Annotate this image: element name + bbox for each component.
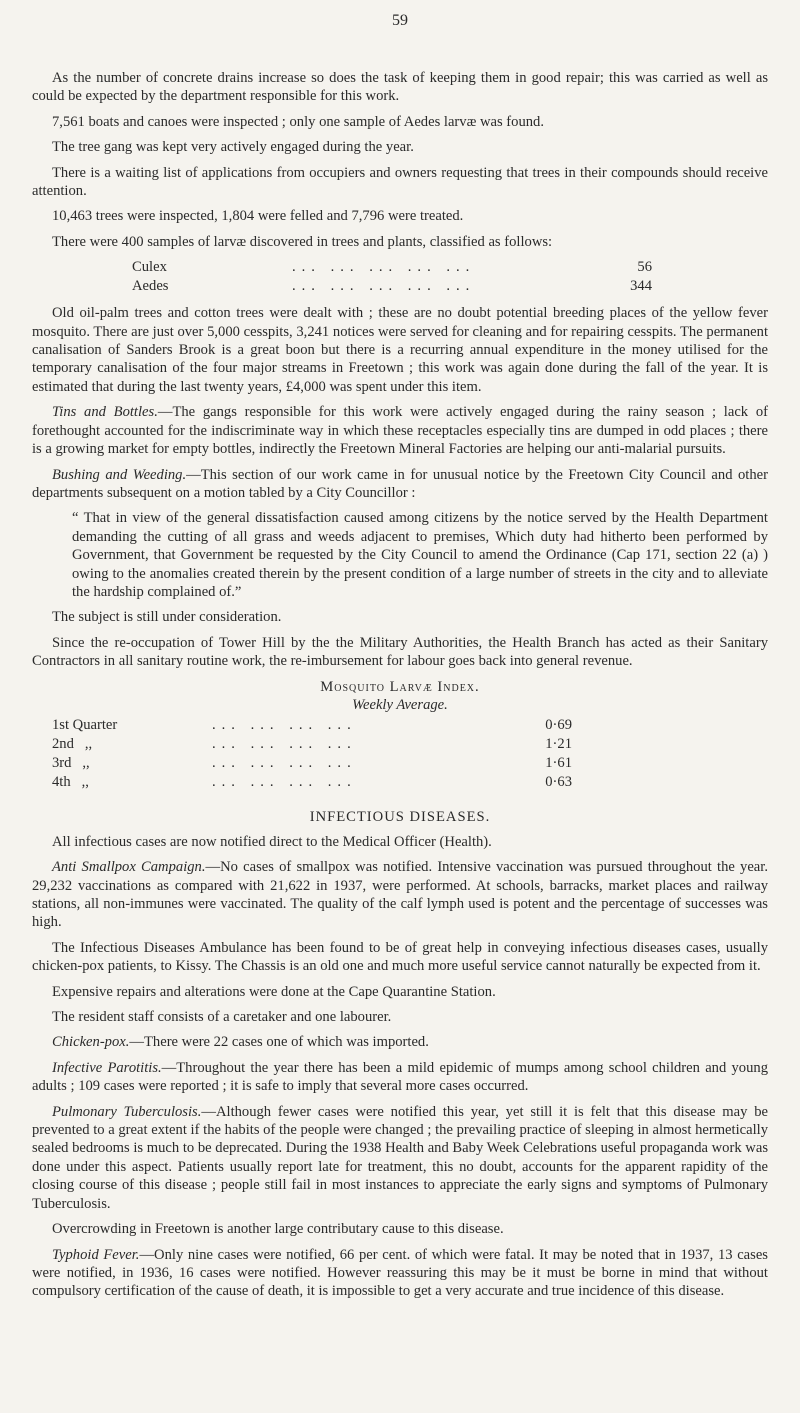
subheading-chicken-pox: Chicken-pox. <box>52 1034 130 1051</box>
index-title: Mosquito Larvæ Index. <box>320 678 480 695</box>
table-row <box>132 277 768 296</box>
subheading-tuberculosis: Pulmonary Tuberculosis. <box>52 1103 202 1120</box>
row-label: Aedes <box>132 278 169 295</box>
subheading-typhoid: Typhoid Fever. <box>52 1246 140 1263</box>
table-row <box>52 773 768 792</box>
paragraph-larvae-samples: There were 400 samples of larvæ discovered in trees and plants, classified as follows: <box>52 233 553 250</box>
paragraph-text: —Throughout the year there has been a mild epidemic of mumps among school children and young adults ; 109 cases were reported ; it is safe to imply that several more cases occurred. <box>32 1059 768 1095</box>
row-label: 1st Quarter <box>52 717 118 734</box>
paragraph-typhoid <box>32 1246 768 1301</box>
row-value: 1·61 <box>545 755 572 772</box>
paragraph-text: —Although fewer cases were notified this year, yet still it is felt that this disease may be prevented to a great extent if the habits of the people were changed ; the prevailing practice of sleeping in almost hermetically sealed bedrooms is much to be deprecated. During the 1938 Health and Baby Week Celebrations useful propaganda work was done under this aspect. Patients usually report late for treatment, this no doubt, accounts for the apparent rapidity of the closing course of this disease ; people still fail in most instances to appreciate the early signs and symptoms of Pulmonary Tuberculosis. <box>32 1103 768 1212</box>
paragraph-tins-bottles <box>32 403 768 458</box>
paragraph-tree-gang: The tree gang was kept very actively engaged during the year. <box>52 139 414 156</box>
row-label: 4th ,, <box>52 774 89 791</box>
paragraph-waiting-list: There is a waiting list of applications from occupiers and owners requesting that trees in their compounds should receive attention. <box>32 164 768 200</box>
subheading-bushing-weeding: Bushing and Weeding. <box>52 466 187 483</box>
table-row <box>52 754 768 773</box>
paragraph-ambulance: The Infectious Diseases Ambulance has been found to be of great help in conveying infectious diseases cases, usually chicken-pox patients, to Kissy. The Chassis is an old one and much more useful service cannot naturally be expected from it. <box>32 939 768 975</box>
row-label: 3rd ,, <box>52 755 90 772</box>
row-leader: ... ... ... ... <box>212 717 357 734</box>
row-leader: ... ... ... ... <box>212 736 357 753</box>
paragraph-smallpox <box>32 858 768 932</box>
row-label: 2nd ,, <box>52 736 93 753</box>
section-heading-infectious-diseases: INFECTIOUS DISEASES. <box>309 809 491 826</box>
paragraph-tower-hill: Since the re-occupation of Tower Hill by the the Military Authorities, the Health Branch has acted as their Sanitary Contractors in all sanitary routine work, the re-imbursement for labour goes back into general revenue. <box>32 634 768 670</box>
paragraph-boats: 7,561 boats and canoes were inspected ; only one sample of Aedes larvæ was found. <box>52 113 545 130</box>
row-value: 344 <box>630 278 652 295</box>
larvae-classification-table <box>132 258 768 296</box>
paragraph-notification: All infectious cases are now notified direct to the Medical Officer (Health). <box>52 833 492 850</box>
row-value: 1·21 <box>545 736 572 753</box>
page-content <box>32 69 768 1308</box>
row-value: 56 <box>637 259 652 276</box>
row-value: 0·69 <box>545 717 572 734</box>
paragraph-staff: The resident staff consists of a caretaker and one labourer. <box>52 1009 392 1026</box>
row-leader: ... ... ... ... ... <box>292 278 476 295</box>
row-leader: ... ... ... ... <box>212 774 357 791</box>
paragraph-chicken-pox <box>32 1033 768 1051</box>
table-row <box>132 258 768 277</box>
paragraph-text: —Only nine cases were notified, 66 per cent. of which were fatal. It may be noted that in 1937, 13 cases were notified, in 1936, 16 cases were notified. However reassuring this may be it must be borne in mind that without compulsory certification of the cause of death, it is impossible to get a very accurate and true incidence of this disease. <box>32 1246 768 1300</box>
subheading-tins-bottles: Tins and Bottles. <box>52 404 158 421</box>
paragraph-text: —There were 22 cases one of which was imported. <box>129 1034 429 1051</box>
row-value: 0·63 <box>545 774 572 791</box>
paragraph-consideration: The subject is still under consideration. <box>52 609 282 626</box>
row-leader: ... ... ... ... <box>212 755 357 772</box>
table-row <box>52 716 768 735</box>
council-motion-quote: “ That in view of the general dissatisfaction caused among citizens by the notice served by the Health Department demanding the cutting of all grass and weeds adjacent to premises, Which duty had hitherto been performed by Government, that Government be requested by the City Council to amend the Ordinance (Cap 171, section 22 (a) ) owing to the anomalies created therein by the present condition of a large number of streets in the city and to alleviate the hardship complained of.” <box>72 510 768 600</box>
row-label: Culex <box>132 259 167 276</box>
paragraph-tuberculosis <box>32 1103 768 1213</box>
paragraph-text: —This section of our work came in for unusual notice by the Freetown City Council and other departments subsequent on a motion tabled by a City Councillor : <box>32 466 768 501</box>
row-leader: ... ... ... ... ... <box>292 259 476 276</box>
table-row <box>52 735 768 754</box>
paragraph-trees-inspected: 10,463 trees were inspected, 1,804 were felled and 7,796 were treated. <box>52 208 464 225</box>
paragraph-parotitis <box>32 1059 768 1096</box>
paragraph-quarantine: Expensive repairs and alterations were done at the Cape Quarantine Station. <box>52 983 496 1000</box>
paragraph-text: —No cases of smallpox was notified. Intensive vaccination was pursued throughout the year. 29,232 vaccinations as compared with 21,622 in 1937, were performed. At schools, barracks, market places and railway stations, all non-immunes were vaccinated. The quality of the calf lymph used is potent and the percentage of successes was high. <box>32 859 768 931</box>
page-number: 59 <box>392 12 408 29</box>
paragraph-text: —The gangs responsible for this work were actively engaged during the rainy season ; lack of forethought accounted for the indiscriminate way in which these receptacles especially tins are dumped in odd places ; there is a growing market for empty bottles, indirectly the Freetown Mineral Factories are helping our anti-malarial pursuits. <box>32 404 768 458</box>
paragraph-oil-palm: Old oil-palm trees and cotton trees were dealt with ; these are no doubt potential breeding places of the yellow fever mosquito. There are just over 5,000 cesspits, 3,241 notices were served for cleaning and for repairing cesspits. The permanent canalisation of Sanders Brook is a great boon but there is a recurring annual expenditure in the money utilised for the temporary canalisation of the four major streams in Freetown ; this work was again done during the fall of the year. It is estimated that during the last twenty years, £4,000 was spent under this item. <box>32 305 768 395</box>
paragraph-drains: As the number of concrete drains increase so does the task of keeping them in good repair; this was carried as well as could be expected by the department responsible for this work. <box>32 70 768 105</box>
paragraph-bushing-weeding <box>32 466 768 503</box>
larvae-index-table <box>52 716 768 792</box>
subheading-parotitis: Infective Parotitis. <box>52 1059 162 1076</box>
paragraph-overcrowding: Overcrowding in Freetown is another large contributary cause to this disease. <box>52 1221 504 1238</box>
index-subtitle: Weekly Average. <box>352 696 448 713</box>
subheading-smallpox: Anti Smallpox Campaign. <box>52 859 206 876</box>
